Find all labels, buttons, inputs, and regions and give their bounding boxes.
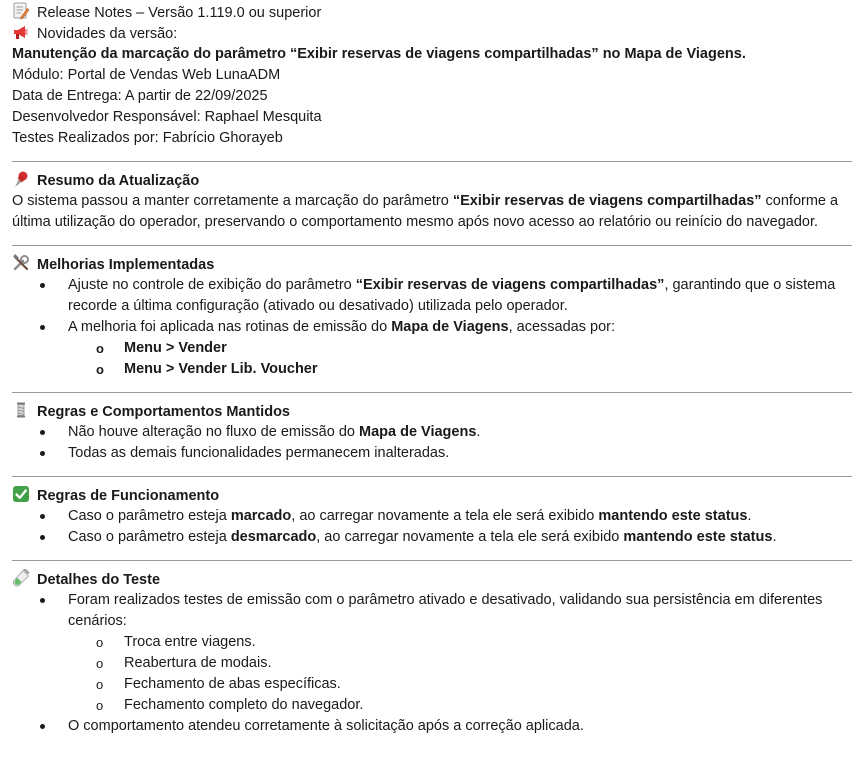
developer-line: Desenvolvedor Responsável: Raphael Mesquita bbox=[12, 109, 322, 125]
menu-path-item: o Menu > Vender Lib. Voucher bbox=[68, 359, 852, 380]
headline: Manutenção da marcação do parâmetro “Exibir reservas de viagens compartilhadas” no Mapa de Viagens. bbox=[12, 46, 746, 62]
kept-rules-title-line bbox=[12, 401, 852, 422]
kept-rules-list bbox=[12, 422, 852, 464]
megaphone-icon bbox=[12, 23, 30, 41]
document-title: Release Notes – Versão 1.119.0 ou superior bbox=[37, 5, 322, 21]
summary-title: Resumo da Atualização bbox=[37, 173, 200, 189]
tests-title-line bbox=[12, 569, 852, 590]
menu-path-item: o Menu > Vender bbox=[68, 338, 852, 359]
list-item: Caso o parâmetro esteja desmarcado, ao carregar novamente a tela ele será exibido mantendo este status. bbox=[12, 527, 852, 548]
scenario-item: o Reabertura de modais. bbox=[68, 653, 852, 674]
separator bbox=[12, 392, 852, 393]
scenario-item: o Fechamento completo do navegador. bbox=[68, 695, 852, 716]
check-box-icon bbox=[12, 485, 30, 503]
improvements-list bbox=[12, 275, 852, 380]
rules-list bbox=[12, 506, 852, 548]
list-item: Não houve alteração no fluxo de emissão do Mapa de Viagens. bbox=[12, 422, 852, 443]
improvements-title: Melhorias Implementadas bbox=[37, 257, 215, 273]
tools-icon bbox=[12, 254, 30, 272]
separator bbox=[12, 560, 852, 561]
title-line bbox=[12, 2, 852, 23]
list-item: Caso o parâmetro esteja marcado, ao carregar novamente a tela ele será exibido mantendo este status. bbox=[12, 506, 852, 527]
list-item: A melhoria foi aplicada nas rotinas de emissão do Mapa de Viagens, acessadas por: o Menu > Vender o Menu > Vender Lib. Voucher bbox=[12, 317, 852, 380]
news-label: Novidades da versão: bbox=[37, 26, 178, 42]
delivery-date-line: Data de Entrega: A partir de 22/09/2025 bbox=[12, 88, 268, 104]
thread-icon bbox=[12, 401, 30, 419]
summary-title-line bbox=[12, 170, 852, 191]
improvements-title-line bbox=[12, 254, 852, 275]
memo-icon bbox=[12, 2, 30, 20]
tests-title: Detalhes do Teste bbox=[37, 572, 161, 588]
release-notes-document bbox=[12, 2, 852, 737]
separator bbox=[12, 476, 852, 477]
list-item: Todas as demais funcionalidades permanecem inalteradas. bbox=[12, 443, 852, 464]
tester-line: Testes Realizados por: Fabrício Ghorayeb bbox=[12, 130, 283, 146]
separator bbox=[12, 245, 852, 246]
module-line: Módulo: Portal de Vendas Web LunaADM bbox=[12, 67, 281, 83]
list-item: O comportamento atendeu corretamente à solicitação após a correção aplicada. bbox=[12, 716, 852, 737]
kept-rules-title: Regras e Comportamentos Mantidos bbox=[37, 404, 290, 420]
pushpin-icon bbox=[12, 170, 30, 188]
summary-text: O sistema passou a manter corretamente a marcação do parâmetro “Exibir reservas de viagens compartilhadas” conforme a última utilização do operador, preservando o comportamento mesmo após novo acesso ao relatório ou reinício do navegador. bbox=[12, 193, 839, 230]
scenario-item: o Troca entre viagens. bbox=[68, 632, 852, 653]
list-item: Ajuste no controle de exibição do parâmetro “Exibir reservas de viagens compartilhadas”, garantindo que o sistema recorde a última configuração (ativado ou desativado) utilizada pelo operador. bbox=[12, 275, 852, 317]
rules-title: Regras de Funcionamento bbox=[37, 488, 220, 504]
test-tube-icon bbox=[12, 569, 30, 587]
tests-list bbox=[12, 590, 852, 737]
list-item: Foram realizados testes de emissão com o parâmetro ativado e desativado, validando sua persistência em diferentes cenários: o Troca entre viagens. o Reabertura de modais. o Fechamento de abas específicas. o Fechamento completo do navegador. bbox=[12, 590, 852, 716]
menu-path-list bbox=[68, 338, 852, 380]
scenario-list bbox=[68, 632, 852, 716]
separator bbox=[12, 161, 852, 162]
rules-title-line bbox=[12, 485, 852, 506]
scenario-item: o Fechamento de abas específicas. bbox=[68, 674, 852, 695]
news-line bbox=[12, 23, 852, 44]
